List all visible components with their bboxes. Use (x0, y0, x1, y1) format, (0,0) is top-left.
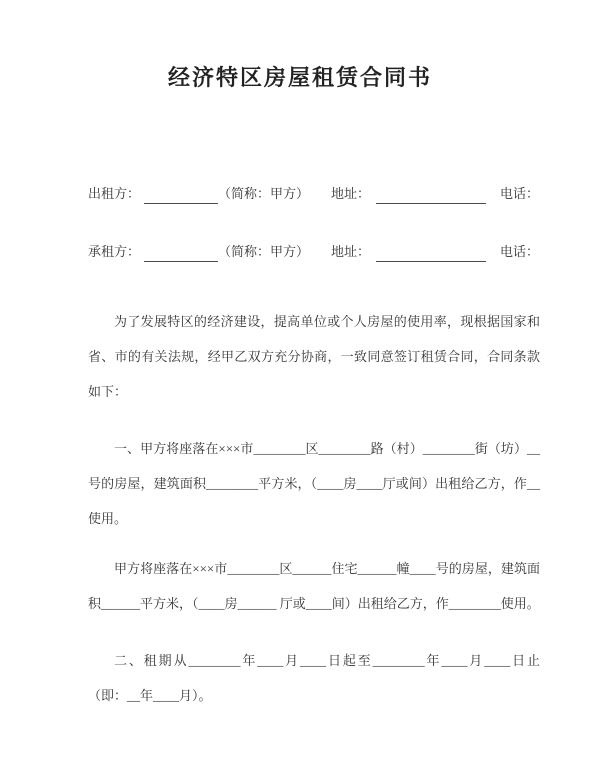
lessee-phone-label: 电话： (500, 244, 540, 259)
lessee-name-blank (144, 247, 218, 262)
lessor-alias-label: （简称：甲方） (218, 186, 310, 201)
clause-1b-paragraph: 甲方将座落在×××市________区______住宅______幢____号的房屋，建筑面积______平方米，（____房______ 厅或____间）出租给乙方，作________使用。 (88, 561, 540, 611)
lessor-address-label: 地址： (331, 186, 371, 201)
lessee-role-label: 承租方： (88, 244, 141, 259)
lessee-address-blank (376, 247, 486, 262)
clause-2-paragraph: 二、租期从________年____月____日起至________年____月____日止（即：__年____月）。 (88, 653, 540, 703)
lessee-alias-label: （简称：甲方） (218, 244, 310, 259)
lessee-address-label: 地址： (331, 244, 371, 259)
clause-1-paragraph: 一、甲方将座落在×××市________区________路（村）________街（坊）__号的房屋，建筑面积________平方米，（____房____厅或间）出租给乙方，作__使用。 (88, 441, 540, 526)
lessor-phone-label: 电话： (500, 186, 540, 201)
lessee-row (88, 242, 540, 262)
lessor-role-label: 出租方： (88, 186, 141, 201)
lessor-address-blank (376, 189, 486, 204)
document-title: 经济特区房屋租赁合同书 (167, 65, 432, 90)
preamble-paragraph: 为了发展特区的经济建设，提高单位或个人房屋的使用率，现根据国家和省、市的有关法规，经甲乙双方充分协商，一致同意签订租赁合同，合同条款如下： (88, 314, 540, 399)
lessor-row (88, 184, 540, 204)
document-body (0, 184, 600, 713)
lessor-name-blank (144, 189, 218, 204)
